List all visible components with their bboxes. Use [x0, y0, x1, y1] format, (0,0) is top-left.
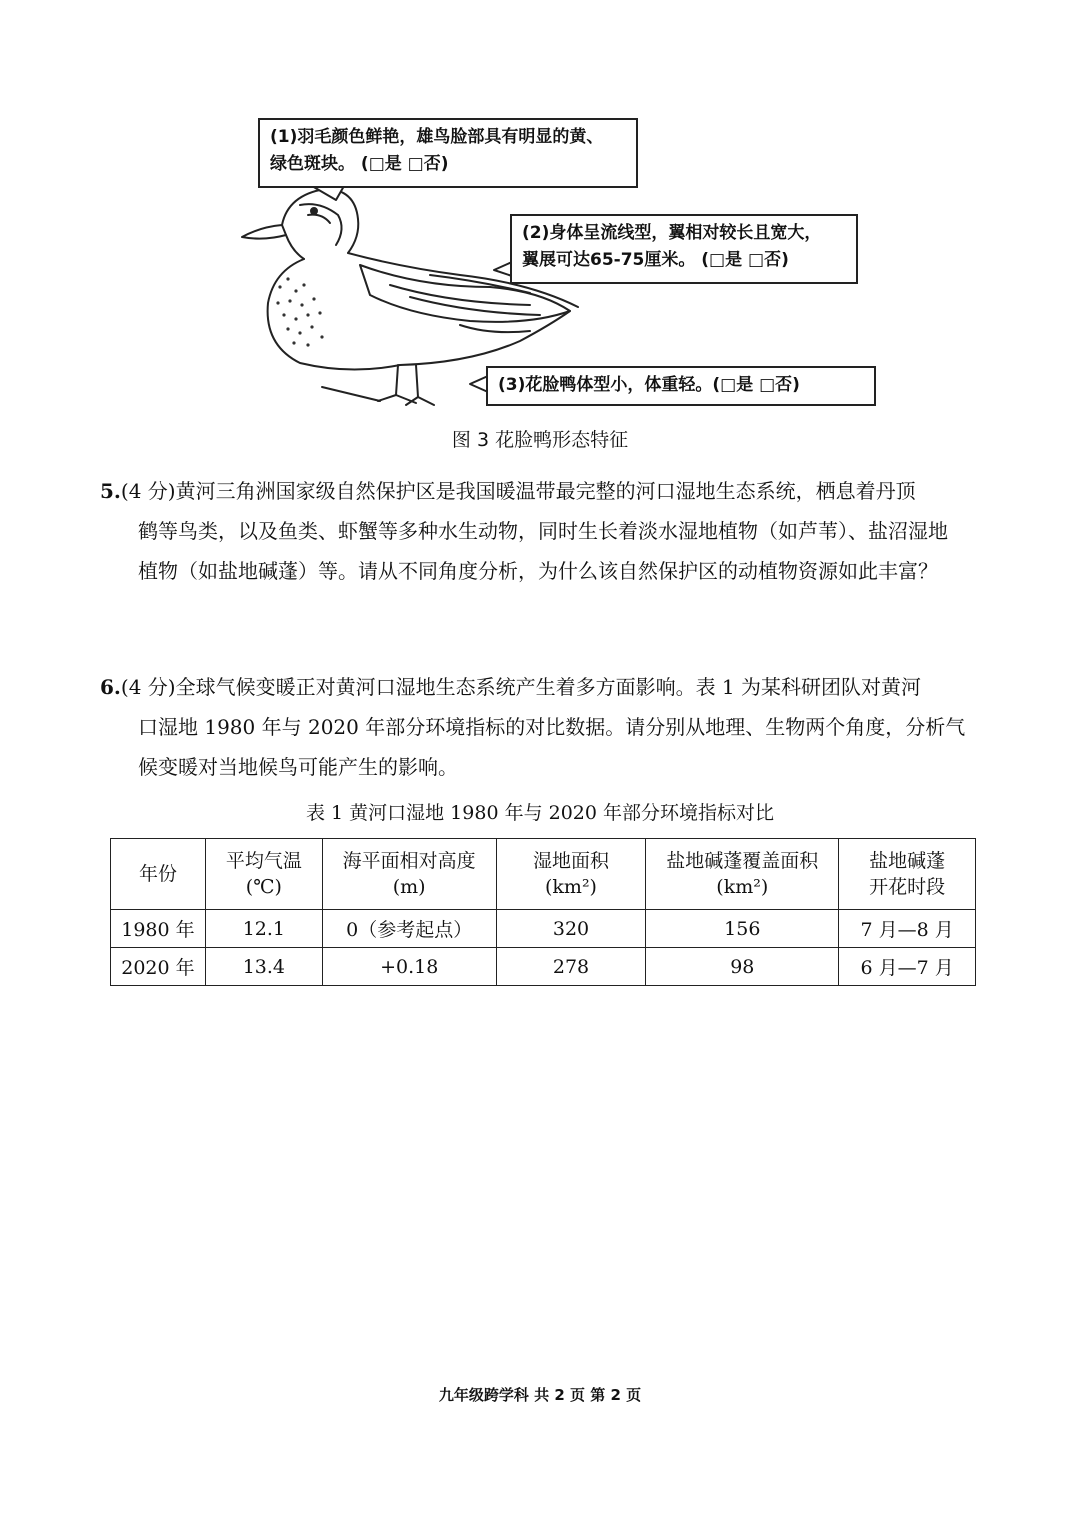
callout-size	[486, 366, 876, 406]
header-avg-temp: 平均气温 (℃)	[205, 839, 322, 910]
table-cell: 12.1	[205, 910, 322, 948]
table-row	[111, 910, 976, 948]
question-5-number: 5.	[100, 479, 121, 503]
header-sea-level: 海平面相对高度 (m)	[322, 839, 496, 910]
header-year: 年份	[111, 839, 206, 910]
table-cell: 1980 年	[111, 910, 206, 948]
table-cell: +0.18	[322, 948, 496, 986]
table-cell: 278	[496, 948, 646, 986]
question-5-line2: 鹤等鸟类，以及鱼类、虾蟹等多种水生动物，同时生长着淡水湿地植物（如芦苇）、盐沼湿地	[138, 519, 948, 543]
environment-comparison-table	[110, 838, 976, 986]
callout-plumage-line1: (1)羽毛颜色鲜艳，雄鸟脸部具有明显的黄、	[270, 127, 604, 147]
callout-body-shape-line1: (2)身体呈流线型，翼相对较长且宽大，	[522, 223, 822, 243]
page-footer: 九年级跨学科 共 2 页 第 2 页	[438, 1386, 642, 1404]
table-caption: 表 1 黄河口湿地 1980 年与 2020 年部分环境指标对比	[305, 802, 775, 824]
callout-body-shape-line2: 翼展可达65-75厘米。 (□是 □否)	[522, 250, 789, 270]
header-wetland-area: 湿地面积 (km²)	[496, 839, 646, 910]
callout-plumage-line2: 绿色斑块。 (□是 □否)	[270, 154, 449, 174]
question-6-line1: (4 分)全球气候变暖正对黄河口湿地生态系统产生着多方面影响。表 1 为某科研团队对黄河	[120, 675, 922, 699]
table-cell: 156	[646, 910, 839, 948]
table-cell: 98	[646, 948, 839, 986]
callout-plumage	[258, 118, 638, 188]
table-cell: 7 月—8 月	[839, 910, 976, 948]
callout-pointers	[0, 0, 1080, 420]
question-6-line3: 候变暖对当地候鸟可能产生的影响。	[138, 755, 458, 779]
callout-size-line1: (3)花脸鸭体型小，体重轻。(□是 □否)	[498, 375, 800, 395]
question-5-line3: 植物（如盐地碱蓬）等。请从不同角度分析，为什么该自然保护区的动植物资源如此丰富？	[138, 559, 938, 583]
table-cell: 320	[496, 910, 646, 948]
table-cell: 6 月—7 月	[839, 948, 976, 986]
question-5-line1: (4 分)黄河三角洲国家级自然保护区是我国暖温带最完整的河口湿地生态系统，栖息着丹顶	[120, 479, 916, 503]
table-cell: 0（参考起点）	[322, 910, 496, 948]
question-6	[100, 667, 1000, 787]
table-header-row	[111, 839, 976, 910]
header-suaeda-flowering: 盐地碱蓬 开花时段	[839, 839, 976, 910]
question-6-number: 6.	[100, 675, 121, 699]
question-5	[100, 471, 1000, 591]
callout-body-shape	[510, 214, 858, 284]
table-row	[111, 948, 976, 986]
header-suaeda-cover: 盐地碱蓬覆盖面积 (km²)	[646, 839, 839, 910]
table-cell: 2020 年	[111, 948, 206, 986]
table-cell: 13.4	[205, 948, 322, 986]
question-6-line2: 口湿地 1980 年与 2020 年部分环境指标的对比数据。请分别从地理、生物两个角度，分析气	[138, 715, 966, 739]
figure-caption: 图 3 花脸鸭形态特征	[451, 429, 629, 451]
